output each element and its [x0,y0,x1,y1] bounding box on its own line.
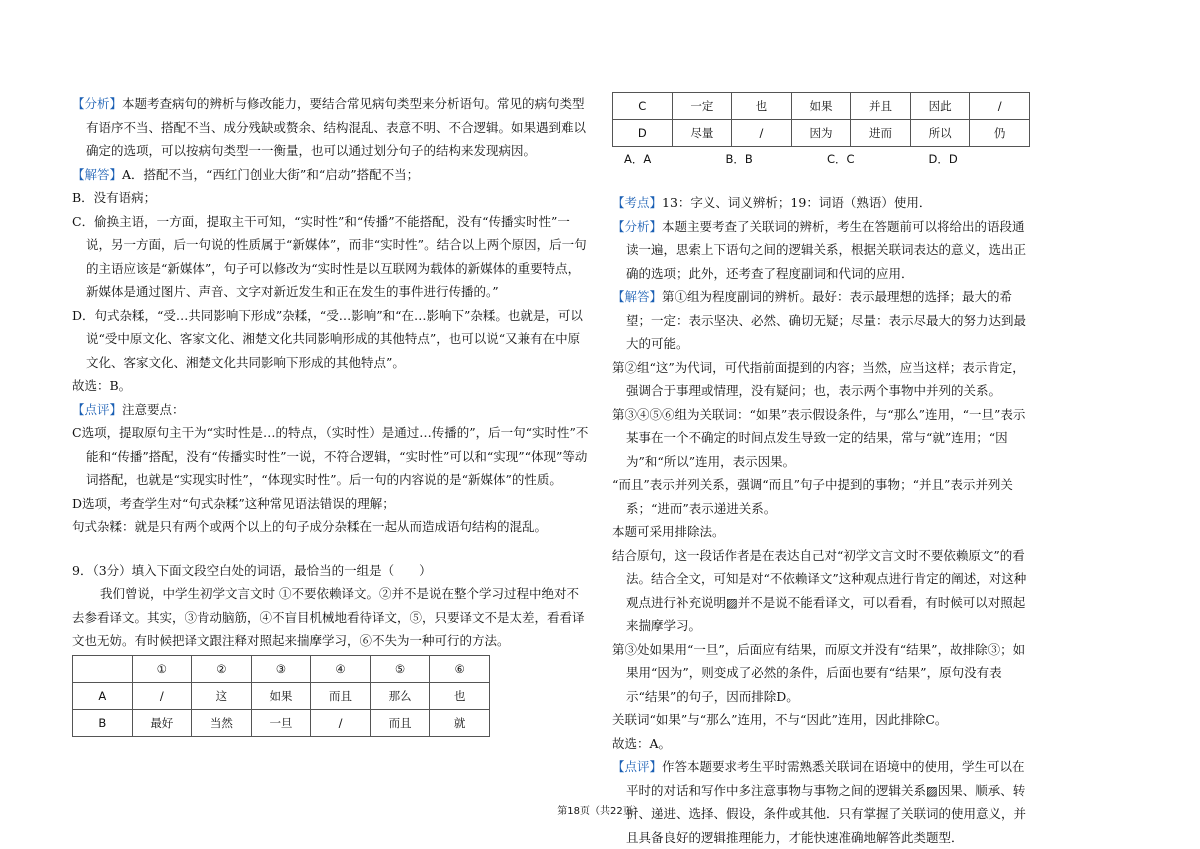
table-cell: 一旦 [251,709,311,736]
answer-2: 第②组“这”为代词，可代指前面提到的内容；当然，应当这样；表示肯定，强调合于事理或情理，没有疑问；也，表示两个事物中并列的关系。 [612,359,1025,398]
kaodian-text: 13：字义、词义辨析；19：词语（熟语）使用． [662,195,932,210]
table-cell: ② [192,655,252,682]
question-9-table [72,655,490,737]
table-cell: / [732,120,792,147]
comment-title: 注意要点： [122,401,185,417]
answer-a: A．搭配不当，“西红门创业大街”和“启动”搭配不当； [122,166,420,182]
answer-7: 第③处如果用“一旦”，后面应有结果，而原文并没有“结果”，故排除③；如果用“因为”，则变成了必然的条件，后面也要有“结果”，原句没有表示“结果”的句子，因而排除D。 [612,641,1026,704]
table-cell: 一定 [672,93,732,120]
comment-d: D选项，考查学生对“句式杂糅”这种常见语法错误的理解； [72,495,395,511]
question-9-stem: 9．（3分）填入下面文段空白处的词语，最恰当的一组是（ ） [72,562,432,578]
analysis-text: 本题考查病句的辨析与修改能力，要结合常见病句类型来分析语句。常见的病句类型有语序不当、搭配不当、成分残缺或赘余、结构混乱、表意不明、不合逻辑。如果遇到难以确定的选项，可以按病句类型一一衡量，也可以通过划分句子的结构来发现病因。 [86,96,587,158]
table-cell: 并且 [851,93,911,120]
table-cell: / [311,709,371,736]
table-cell: 所以 [910,120,970,147]
option-c[interactable]: C．C [827,152,855,166]
table-cell: 如果 [791,93,851,120]
table-cell: B [73,709,133,736]
table-cell: ④ [311,655,371,682]
table-cell: 而且 [311,682,371,709]
option-b[interactable]: B．B [725,152,753,166]
table-row [73,709,490,736]
table-cell: 最好 [132,709,192,736]
comment-definition: 句式杂糅：就是只有两个或两个以上的句子成分杂糅在一起从而造成语句结构的混乱。 [72,519,548,534]
left-column [72,92,590,737]
table-cell: 仍 [970,120,1030,147]
table-cell: 进而 [851,120,911,147]
table-header-row [73,655,490,682]
table-row [613,120,1030,147]
table-cell: D [613,120,673,147]
answer-c: C．偷换主语，一方面，提取主干可知，“实时性”和“传播”不能搭配，没有“传播实时性”一说，另一方面，后一句说的性质属于“新媒体”，而非“实时性”。结合以上两个原因，后一句的主语应该是“新媒体”，句子可以修改为“实时性是以互联网为载体的新媒体的重要特点，新媒体是通过图片、声音、文字对新近发生和正在发生的事件进行传播的。” [72,213,587,299]
comment-tag: 【点评】 [612,759,663,774]
answer-4: “而且”表示并列关系，强调“而且”句子中提到的事物；“并且”表示并列关系；“进而”表示递进关系。 [612,477,1013,516]
table-cell: A [73,682,133,709]
table-cell [73,655,133,682]
kaodian-tag: 【考点】 [612,195,663,210]
table-row [613,93,1030,120]
answer-b: B．没有语病； [72,190,157,205]
answer-8: 关联词“如果”与“那么”连用，不与“因此”连用，因此排除C。 [612,712,948,727]
table-cell: ① [132,655,192,682]
answer-options [612,147,1030,171]
option-a[interactable]: A．A [624,152,652,166]
comment-text: 作答本题要求考生平时需熟悉关联词在语境中的使用，学生可以在平时的对话和写作中多注意事物与事物之间的逻辑关系▨因果、顺承、转折、递进、选择、假设，条件或其他．只有掌握了关联词的使用意义，并且具备良好的逻辑推理能力，才能快速准确地解答此类题型． [626,759,1027,845]
table-cell: 那么 [370,682,430,709]
spacer [72,539,590,559]
answer-paragraph [612,285,1030,356]
comment-c: C选项，提取原句主干为“实时性是…的特点，（实时性）是通过…传播的”，后一句“实时性”不能和“传播”搭配，没有“传播实时性”一说，不符合逻辑，“实时性”可以和“实现”“体现”等动词搭配，也就是“实现实时性”，“体现实时性”。后一句的内容说的是“新媒体”的性质。 [72,425,589,487]
choice-text: 故选：B。 [72,378,132,393]
answer-d: D．句式杂糅，“受…共同影响下形成”杂糅，“受…影响”和“在…影响下”杂糅。也就是，可以说“受中原文化、客家文化、湘楚文化共同影响形成的其他特点”，也可以说“又兼有在中原文化、客家文化、湘楚文化共同影响下形成的其他特点”。 [72,307,583,370]
table-row [73,682,490,709]
table-cell: 而且 [370,709,430,736]
table-cell: / [970,93,1030,120]
table-cell: 因此 [910,93,970,120]
analysis-paragraph [612,215,1030,286]
question-9-table-continued [612,92,1030,147]
analysis-paragraph [72,92,590,163]
page-footer: 第18页（共22页） [557,806,643,817]
table-cell: ③ [251,655,311,682]
option-d[interactable]: D．D [928,152,958,166]
answer-tag: 【解答】 [72,166,123,182]
comment-tag: 【点评】 [72,401,123,417]
table-cell: 也 [732,93,792,120]
answer-5: 本题可采用排除法。 [612,524,725,539]
answer-1: 第①组为程度副词的辨析。最好：表示最理想的选择；最大的希望；一定：表示坚决、必然、确切无疑；尽量：表示尽最大的努力达到最大的可能。 [626,289,1027,351]
table-cell: 这 [192,682,252,709]
table-cell: ⑤ [370,655,430,682]
table-cell: 尽量 [672,120,732,147]
table-cell: 当然 [192,709,252,736]
analysis-text: 本题主要考查了关联词的辨析，考生在答题前可以将给出的语段通读一遍，思索上下语句之间的逻辑关系，根据关联词表达的意义，选出正确的选项；此外，还考查了程度副词和代词的应用． [626,218,1027,281]
table-cell: 如果 [251,682,311,709]
answer-6: 结合原句，这一段话作者是在表达自己对“初学文言文时不要依赖原文”的看法。结合全文，可知是对“不依赖译文”这种观点进行肯定的阐述，对这种观点进行补充说明▨并不是说不能看译文，可以看看，有时候可以对照起来揣摩学习。 [612,547,1027,633]
table-cell: C [613,93,673,120]
right-column [612,92,1030,849]
table-cell: 因为 [791,120,851,147]
analysis-tag: 【分析】 [612,218,663,234]
choice-text: 故选：A。 [612,735,672,751]
spacer [612,171,1030,191]
kaodian-paragraph [612,191,1030,215]
answer-3: 第③④⑤⑥组为关联词：“如果”表示假设条件，与“那么”连用，“一旦”表示某事在一个不确定的时间点发生导致一定的结果，常与“就”连用；“因为”和“所以”连用，表示因果。 [612,406,1026,469]
table-cell: 也 [430,682,490,709]
question-9-passage: 我们曾说，中学生初学文言文时 ①不要依赖译文。②并不是说在整个学习过程中绝对不去参看译文。其实，③肯动脑筋，④不盲目机械地看待译文，⑤，只要译文不是太差，看看译文也无妨。有时候把译文跟注释对照起来揣摩学习，⑥不失为一种可行的方法。 [72,586,585,648]
comment-paragraph [72,398,590,422]
table-cell: / [132,682,192,709]
analysis-tag: 【分析】 [72,96,123,111]
table-cell: ⑥ [430,655,490,682]
answer-tag: 【解答】 [612,289,663,304]
table-cell: 就 [430,709,490,736]
answer-paragraph [72,163,590,187]
